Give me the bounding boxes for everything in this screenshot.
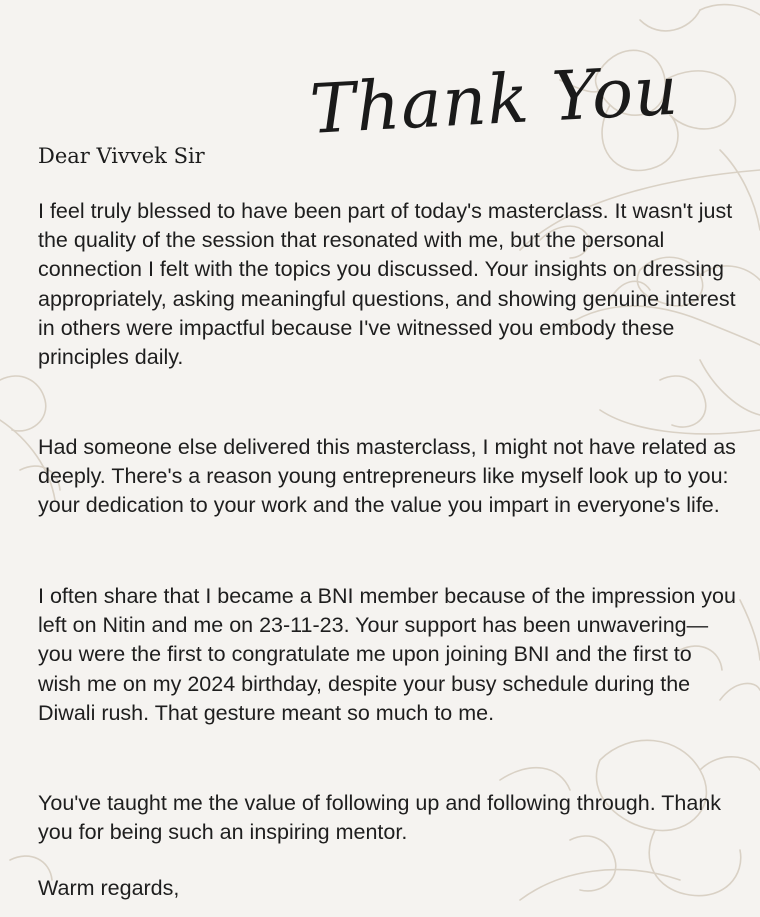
letter-paragraph-3: I often share that I became a BNI member because of the impression you left on Nitin and me on 23-11-23. Your support has been unwavering—you were the first to congratulate me upon joining BNI and the first to wish me on my 2024 birthday, despite your busy schedule during the Diwali rush. That gesture meant so much to me. (38, 584, 736, 725)
letter-greeting: Dear Vivvek Sir (38, 144, 205, 168)
letter-signoff: Warm regards, (38, 876, 180, 900)
letter-paragraph-4: You've taught me the value of following up and following through. Thank you for being such an inspiring mentor. (38, 791, 722, 845)
thank-you-script-title (300, 40, 681, 170)
svg-text:Thank You: Thank You (308, 51, 681, 150)
letter-paragraph-2: Had someone else delivered this masterclass, I might not have related as deeply. There's a reason young entrepreneurs like myself look up to you: your dedication to your work and the value you impart in everyone's life. (38, 435, 736, 518)
letter-paragraph-1: I feel truly blessed to have been part of today's masterclass. It wasn't just the quality of the session that resonated with me, but the personal connection I felt with the topics you discussed. Your insights on dressing appropriately, asking meaningful questions, and showing genuine interest in others were impactful because I've witnessed you embody these principles daily. (38, 199, 736, 370)
